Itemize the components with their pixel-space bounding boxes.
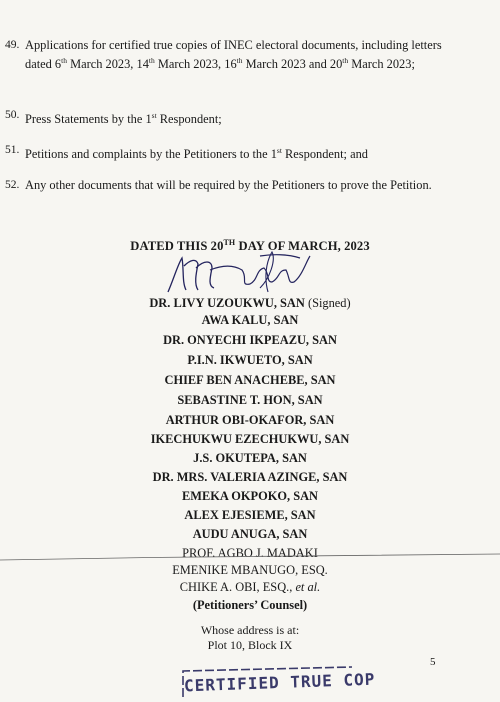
item-text: Petitions and complaints by the Petitioners to the 1st Respondent; and (25, 146, 368, 162)
counsel-name: ALEX EJESIEME, SAN (184, 508, 316, 522)
counsel-name: P.I.N. IKWUETO, SAN (187, 353, 313, 367)
item-number: 50. (5, 109, 20, 121)
counsel-first: DR. LIVY UZOUKWU, SAN (Signed) (149, 296, 351, 310)
item-text: Press Statements by the 1st Respondent; (25, 111, 222, 127)
counsel-name: EMEKA OKPOKO, SAN (182, 489, 318, 503)
counsel-name: J.S. OKUTEPA, SAN (193, 451, 307, 465)
counsel-role: (Petitioners’ Counsel) (192, 598, 308, 612)
item-number: 49. (5, 39, 20, 51)
counsel-name: PROF. AGBO J. MADAKI (182, 546, 318, 560)
page-rule (0, 553, 500, 563)
counsel-name: IKECHUKWU EZECHUKWU, SAN (150, 432, 350, 446)
address-line: Whose address is at: (200, 623, 300, 637)
counsel-name: AUDU ANUGA, SAN (192, 527, 308, 541)
counsel-last: CHIKE A. OBI, ESQ., et al. (179, 580, 321, 594)
counsel-name: AWA KALU, SAN (201, 313, 299, 327)
stamp-text: CERTIFIED TRUE COP (183, 669, 376, 696)
item-number: 52. (5, 179, 20, 191)
counsel-name: DR. ONYECHI IKPEAZU, SAN (163, 333, 337, 347)
address-line: Plot 10, Block IX (207, 638, 293, 652)
counsel-name: CHIEF BEN ANACHEBE, SAN (164, 373, 336, 387)
counsel-name: DR. MRS. VALERIA AZINGE, SAN (152, 470, 348, 484)
counsel-name: SEBASTINE T. HON, SAN (177, 393, 323, 407)
item-text: Applications for certified true copies of INEC electoral documents, including letters dated 6th March 2023, 14th March 2023, 16th March 2023 and 20th March 2023; (25, 38, 442, 72)
item-text: Any other documents that will be required by the Petitioners to prove the Petition. (25, 178, 432, 192)
page-number: 5 (430, 656, 436, 668)
signature-scribble (160, 248, 335, 298)
counsel-name: ARTHUR OBI-OKAFOR, SAN (165, 413, 335, 427)
counsel-name: EMENIKE MBANUGO, ESQ. (172, 563, 328, 577)
certified-stamp (180, 665, 376, 699)
item-number: 51. (5, 144, 20, 156)
dated-line: DATED THIS 20TH DAY OF MARCH, 2023 (130, 238, 370, 254)
